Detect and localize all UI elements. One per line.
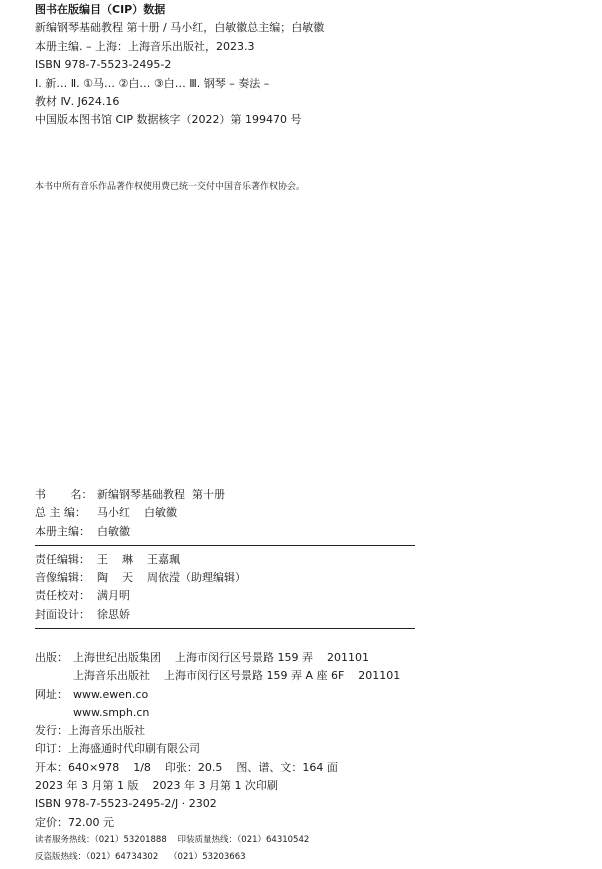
- cip-block: [35, 1, 575, 130]
- credit-label: 封面设计：: [35, 607, 90, 621]
- printer-row: 印订：上海盛通时代印刷有限公司: [35, 742, 200, 756]
- anti-piracy-hotline-row: 反盗版热线：（021）64734302 （021）53203663: [35, 851, 246, 862]
- credit-row-av-editor: [35, 569, 415, 587]
- credit-value: 新编钢琴基础教程 第十册: [97, 488, 225, 501]
- credit-value: 陶 天 周依滢（助理编辑）: [97, 571, 246, 585]
- credit-row-cover-design: [35, 606, 415, 624]
- publisher-line-2: 上海音乐出版社 上海市闵行区号景路 159 弄 A 座 6F 201101: [73, 669, 401, 683]
- credit-label: 责任编辑：: [35, 552, 90, 566]
- publisher-line-1: 上海世纪出版集团 上海市闵行区号景路 159 弄 201101: [73, 651, 369, 664]
- publication-info: [35, 649, 575, 866]
- credit-value: 马小红 白敏徽: [97, 506, 177, 520]
- edition-row: 2023 年 3 月第 1 版 2023 年 3 月第 1 次印刷: [35, 779, 278, 793]
- cip-title: 图书在版编目（CIP）数据: [35, 3, 166, 16]
- credit-row-volume-editor: [35, 523, 415, 541]
- website-row-2: [35, 704, 575, 722]
- website-label: 网址：: [35, 687, 68, 701]
- website-link-1: www.ewen.co: [73, 687, 149, 701]
- credit-value: 满月明: [97, 589, 130, 603]
- credit-label: 总 主 编：: [35, 506, 86, 520]
- publisher-row-1: [35, 649, 575, 667]
- credit-row-title: [35, 486, 415, 504]
- price-row: 定价：72.00 元: [35, 815, 114, 829]
- credit-row-chief-editor: [35, 504, 415, 522]
- cip-line-4: Ⅰ. 新… Ⅱ. ①马… ②白… ③白… Ⅲ. 钢琴 – 奏法 –: [35, 76, 270, 90]
- divider-1: [35, 545, 415, 546]
- website-row-1: [35, 686, 575, 704]
- credit-value: 徐思娇: [97, 607, 130, 621]
- publisher-row-2: [35, 667, 575, 685]
- cip-line-1: 新编钢琴基础教程 第十册 / 马小红，白敏徽总主编；白敏徽: [35, 21, 325, 35]
- credit-label: 本册主编：: [35, 524, 90, 538]
- credit-value: 白敏徽: [97, 524, 130, 538]
- credits-block: [35, 486, 415, 634]
- isbn-row: ISBN 978-7-5523-2495-2/J · 2302: [35, 797, 217, 811]
- credit-value: 王 琳 王嘉珮: [97, 552, 180, 566]
- format-row: 开本：640×978 1/8 印张：20.5 图、谱、文：164 面: [35, 760, 338, 774]
- publisher-label: 出版：: [35, 651, 68, 664]
- credit-label: 责任校对：: [35, 589, 90, 603]
- service-hotline-row: 读者服务热线：（021）53201888 印装质量热线：（021）64310542: [35, 834, 310, 845]
- cip-line-5: 教材 Ⅳ. J624.16: [35, 95, 120, 109]
- cip-line-3: ISBN 978-7-5523-2495-2: [35, 58, 172, 72]
- website-link-2: www.smph.cn: [73, 705, 150, 719]
- credit-label: 音像编辑：: [35, 571, 90, 585]
- divider-2: [35, 628, 415, 629]
- credit-row-responsible-editor: [35, 551, 415, 569]
- credit-label: 书 名：: [35, 488, 93, 501]
- cip-line-6: 中国版本图书馆 CIP 数据核字（2022）第 199470 号: [35, 113, 302, 127]
- credit-row-proofreader: [35, 587, 415, 605]
- cip-line-2: 本册主编. – 上海：上海音乐出版社，2023.3: [35, 39, 255, 53]
- copyright-note: 本书中所有音乐作品著作权使用费已统一交付中国音乐著作权协会。: [35, 182, 306, 192]
- distributor-row: 发行：上海音乐出版社: [35, 724, 145, 738]
